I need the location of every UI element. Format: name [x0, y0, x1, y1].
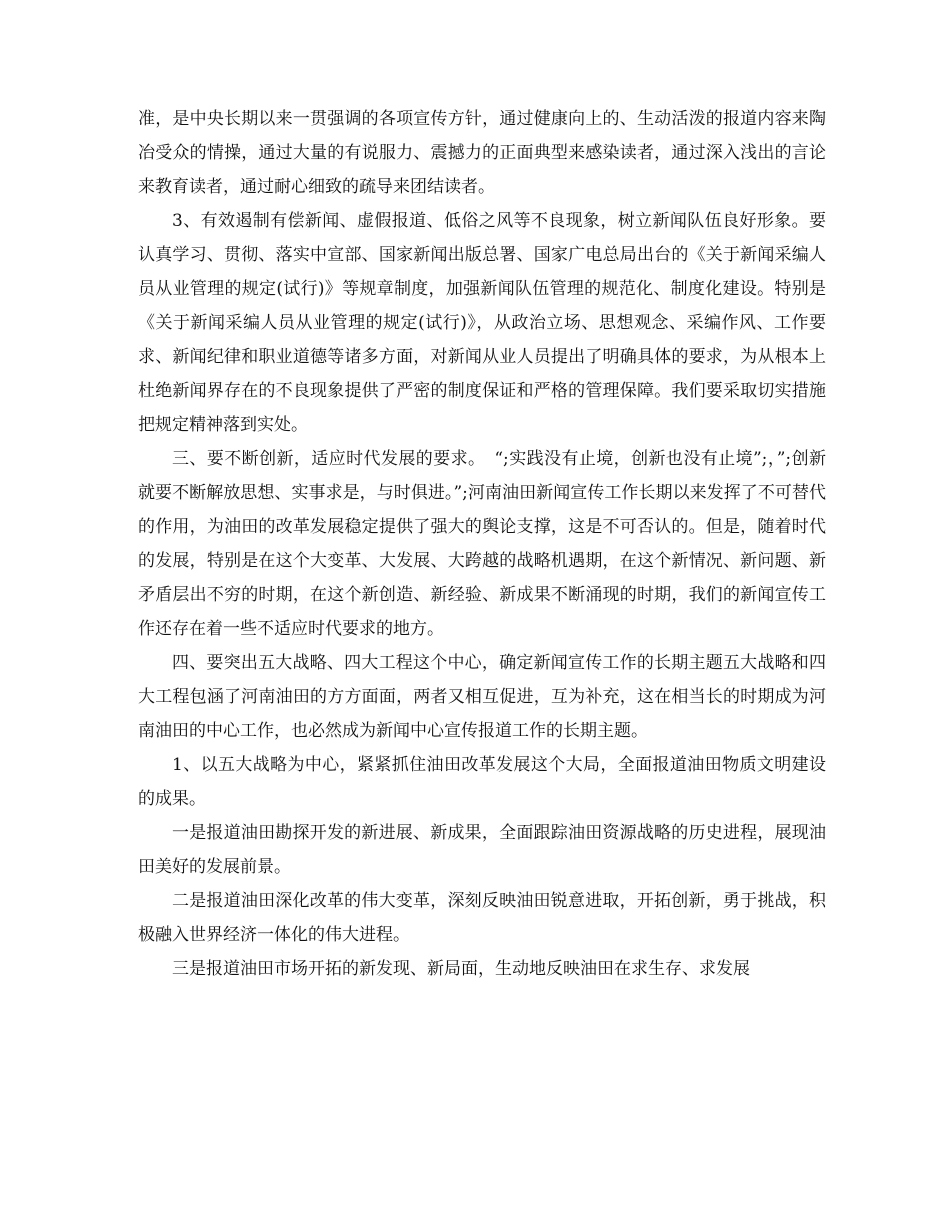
paragraph-point-2: 二是报道油田深化改革的伟大变革，深刻反映油田锐意进取，开拓创新，勇于挑战，积极融入世界经济一体化的伟大进程。: [138, 891, 826, 945]
paragraph-section-3: 三、要不断创新，适应时代发展的要求。 “;实践没有止境，创新也没有止境”;，”;创新就要不断解放思想、实事求是，与时俱进。”;河南油田新闻宣传工作长期以来发挥了不可替代的作用，为油田的改革发展稳定提供了强大的舆论支撑，这是不可否认的。但是，随着时代的发展，特别是在这个大变革、大发展、大跨越的战略机遇期，在这个新情况、新问题、新矛盾层出不穷的时期，在这个新创造、新经验、新成果不断涌现的时期，我们的新闻宣传工作还存在着一些不适应时代要求的地方。: [138, 449, 826, 639]
paragraph-point-3: 三是报道油田市场开拓的新发现、新局面，生动地反映油田在求生存、求发展: [172, 959, 750, 979]
paragraph-section-4: 四、要突出五大战略、四大工程这个中心，确定新闻宣传工作的长期主题五大战略和四大工程包涵了河南油田的方方面面，两者又相互促进，互为补充，这在相当长的时期成为河南油田的中心工作，也必然成为新闻中心宣传报道工作的长期主题。: [138, 653, 826, 741]
paragraph-point-1: 一是报道油田勘探开发的新进展、新成果，全面跟踪油田资源战略的历史进程，展现油田美好的发展前景。: [138, 823, 826, 877]
document-body: [138, 102, 826, 986]
paragraph-continuation: 准，是中央长期以来一贯强调的各项宣传方针，通过健康向上的、生动活泼的报道内容来陶冶受众的情操，通过大量的有说服力、震撼力的正面典型来感染读者，通过深入浅出的言论来教育读者，通过耐心细致的疏导来团结读者。: [138, 109, 826, 197]
paragraph-item-1: 1、以五大战略为中心，紧紧抓住油田改革发展这个大局，全面报道油田物质文明建设的成果。: [138, 755, 826, 809]
paragraph-item-3: 3、有效遏制有偿新闻、虚假报道、低俗之风等不良现象，树立新闻队伍良好形象。要认真学习、贯彻、落实中宣部、国家新闻出版总署、国家广电总局出台的《关于新闻采编人员从业管理的规定(试行)》等规章制度，加强新闻队伍管理的规范化、制度化建设。特别是《关于新闻采编人员从业管理的规定(试行)》，从政治立场、思想观念、采编作风、工作要求、新闻纪律和职业道德等诸多方面，对新闻从业人员提出了明确具体的要求，为从根本上杜绝新闻界存在的不良现象提供了严密的制度保证和严格的管理保障。我们要采取切实措施把规定精神落到实处。: [138, 211, 826, 435]
